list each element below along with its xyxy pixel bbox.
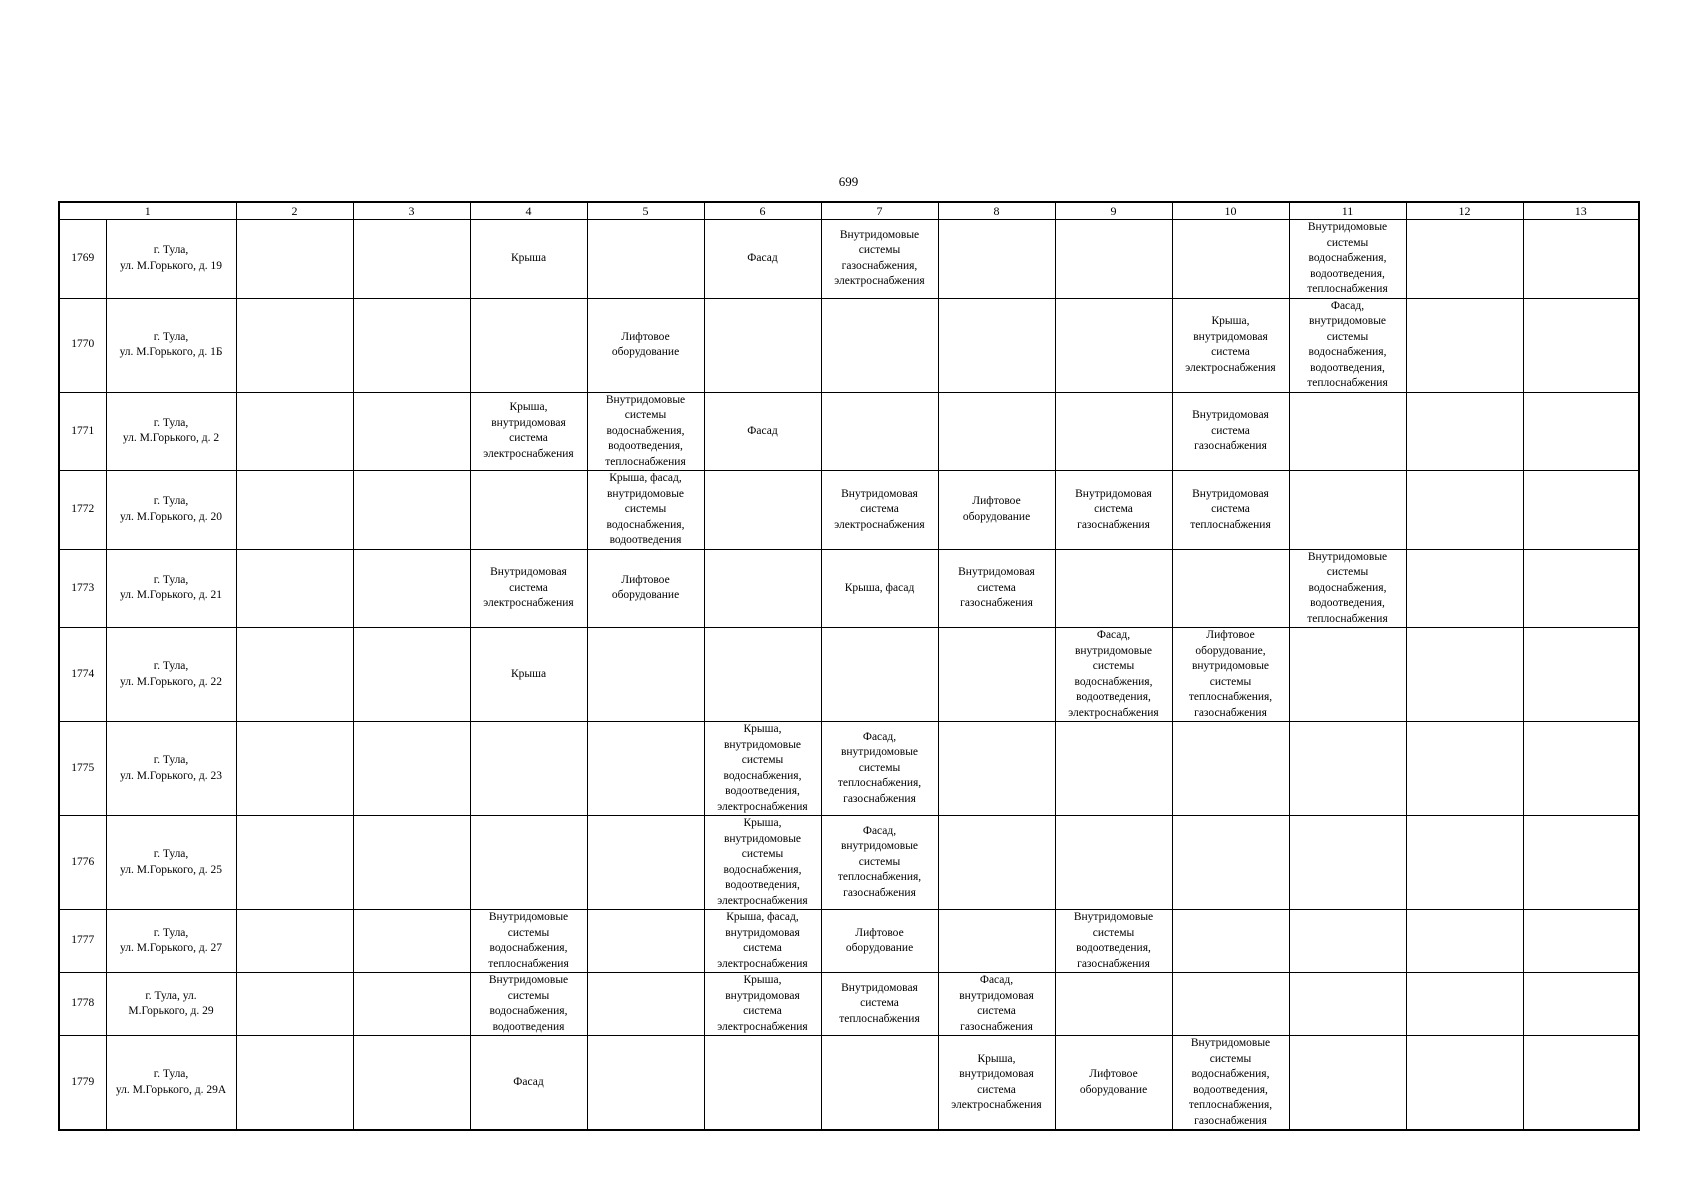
address-cell <box>106 973 236 1036</box>
work-cell-c13 <box>1523 471 1639 550</box>
work-cell-c7 <box>821 220 938 299</box>
work-text: Внутридомовая система теплоснабжения <box>1190 487 1271 531</box>
work-cell-c2 <box>236 973 353 1036</box>
work-cell-c4 <box>470 471 587 550</box>
work-text: Лифтовое оборудование <box>845 926 914 954</box>
work-cell-c11 <box>1289 298 1406 392</box>
work-cell-c8 <box>938 220 1055 299</box>
work-cell-c4 <box>470 549 587 628</box>
row-number: 1776 <box>71 855 95 868</box>
row-number-cell <box>59 628 106 722</box>
work-cell-c6 <box>704 471 821 550</box>
row-number-cell <box>59 220 106 299</box>
work-cell-c3 <box>353 816 470 910</box>
work-cell-c11 <box>1289 1036 1406 1131</box>
work-cell-c4 <box>470 298 587 392</box>
work-cell-c13 <box>1523 298 1639 392</box>
work-text: Крыша, внутридомовая система электроснабжения <box>951 1052 1042 1111</box>
address-text: г. Тула, ул. М.Горького, д. 29 <box>128 989 214 1017</box>
row-number-cell <box>59 392 106 471</box>
work-cell-c8 <box>938 816 1055 910</box>
row-number: 1775 <box>71 761 95 774</box>
row-number-cell <box>59 722 106 816</box>
work-text: Внутридомовая система электроснабжения <box>834 487 925 531</box>
work-cell-c7 <box>821 816 938 910</box>
work-cell-c8 <box>938 973 1055 1036</box>
work-cell-c9 <box>1055 973 1172 1036</box>
work-cell-c8 <box>938 549 1055 628</box>
work-text: Фасад <box>747 424 778 437</box>
work-cell-c9 <box>1055 628 1172 722</box>
work-text: Фасад, внутридомовая система газоснабжения <box>959 974 1034 1033</box>
work-cell-c2 <box>236 298 353 392</box>
work-cell-c7 <box>821 910 938 973</box>
work-text: Внутридомовые системы водоснабжения, водоотведения, теплоснабжения <box>1307 221 1388 295</box>
row-number: 1778 <box>71 997 95 1010</box>
work-cell-c6 <box>704 973 821 1036</box>
work-text: Крыша, внутридомовая система электроснабжения <box>483 401 574 460</box>
row-number-cell <box>59 549 106 628</box>
work-cell-c4 <box>470 722 587 816</box>
row-number-cell <box>59 973 106 1036</box>
work-text: Внутридомовые системы водоотведения, газоснабжения <box>1073 911 1154 970</box>
row-number: 1779 <box>71 1075 95 1088</box>
work-text: Внутридомовая система газоснабжения <box>1075 487 1152 531</box>
work-text: Фасад <box>747 252 778 264</box>
work-cell-c5 <box>587 816 704 910</box>
header-row <box>59 202 1639 220</box>
address-text: г. Тула, ул. М.Горького, д. 1Б <box>119 330 223 358</box>
work-text: Лифтовое оборудование <box>962 495 1031 523</box>
address-cell <box>106 628 236 722</box>
work-text: Крыша, фасад <box>844 581 915 594</box>
table-row <box>59 722 1639 816</box>
work-cell-c7 <box>821 628 938 722</box>
work-cell-c6 <box>704 392 821 471</box>
work-cell-c5 <box>587 1036 704 1131</box>
work-text: Крыша, внутридомовые системы водоснабжения, водоотведения, электроснабжения <box>717 723 808 813</box>
work-cell-c6 <box>704 628 821 722</box>
work-text: Лифтовое оборудование <box>611 330 680 358</box>
work-text: Внутридомовая система электроснабжения <box>483 566 574 609</box>
address-text: г. Тула, ул. М.Горького, д. 19 <box>119 244 222 272</box>
address-cell <box>106 549 236 628</box>
page-number: 699 <box>838 174 859 189</box>
header-col-5: 5 <box>587 202 704 220</box>
work-cell-c2 <box>236 471 353 550</box>
work-cell-c10 <box>1172 910 1289 973</box>
work-cell-c2 <box>236 1036 353 1131</box>
work-cell-c10 <box>1172 722 1289 816</box>
work-cell-c9 <box>1055 220 1172 299</box>
header-col-11: 11 <box>1289 202 1406 220</box>
work-text: Крыша, внутридомовые системы водоснабжения, водоотведения, электроснабжения <box>717 817 808 907</box>
work-cell-c2 <box>236 816 353 910</box>
work-cell-c9 <box>1055 392 1172 471</box>
work-cell-c13 <box>1523 220 1639 299</box>
work-text: Фасад <box>513 1075 544 1088</box>
header-col-6: 6 <box>704 202 821 220</box>
address-text: г. Тула, ул. М.Горького, д. 2 <box>122 416 220 445</box>
work-text: Крыша, фасад, внутридомовые системы водоснабжения, водоотведения <box>606 472 685 546</box>
work-cell-c8 <box>938 298 1055 392</box>
work-cell-c11 <box>1289 973 1406 1036</box>
work-cell-c11 <box>1289 471 1406 550</box>
address-cell <box>106 220 236 299</box>
work-cell-c6 <box>704 722 821 816</box>
work-cell-c7 <box>821 471 938 550</box>
work-text: Крыша <box>510 667 547 680</box>
work-cell-c2 <box>236 910 353 973</box>
work-cell-c4 <box>470 392 587 471</box>
row-number: 1771 <box>71 424 95 437</box>
work-cell-c13 <box>1523 973 1639 1036</box>
work-cell-c5 <box>587 220 704 299</box>
work-cell-c12 <box>1406 722 1523 816</box>
work-cell-c12 <box>1406 392 1523 471</box>
work-cell-c4 <box>470 628 587 722</box>
address-text: г. Тула, ул. М.Горького, д. 20 <box>119 495 222 523</box>
address-text: г. Тула, ул. М.Горького, д. 25 <box>119 848 222 876</box>
work-cell-c7 <box>821 549 938 628</box>
work-cell-c11 <box>1289 816 1406 910</box>
work-text: Внутридомовые системы водоснабжения, водоотведения, теплоснабжения <box>1307 550 1388 625</box>
work-cell-c3 <box>353 910 470 973</box>
work-cell-c2 <box>236 722 353 816</box>
work-cell-c8 <box>938 722 1055 816</box>
work-cell-c5 <box>587 298 704 392</box>
header-col-3: 3 <box>353 202 470 220</box>
work-cell-c10 <box>1172 816 1289 910</box>
work-cell-c4 <box>470 816 587 910</box>
work-text: Внутридомовые системы водоснабжения, водоотведения, теплоснабжения, газоснабжения <box>1188 1037 1273 1127</box>
work-cell-c10 <box>1172 1036 1289 1131</box>
work-cell-c3 <box>353 1036 470 1131</box>
work-cell-c12 <box>1406 910 1523 973</box>
work-cell-c3 <box>353 471 470 550</box>
work-cell-c3 <box>353 722 470 816</box>
address-cell <box>106 471 236 550</box>
work-text: Внутридомовые системы водоснабжения, водоотведения, теплоснабжения <box>605 393 686 468</box>
work-cell-c10 <box>1172 973 1289 1036</box>
header-col-4: 4 <box>470 202 587 220</box>
work-cell-c8 <box>938 471 1055 550</box>
work-cell-c3 <box>353 628 470 722</box>
work-text: Внутридомовые системы водоснабжения, водоотведения <box>488 974 569 1033</box>
work-cell-c10 <box>1172 549 1289 628</box>
work-cell-c13 <box>1523 549 1639 628</box>
work-cell-c8 <box>938 628 1055 722</box>
row-number-cell <box>59 910 106 973</box>
table-row <box>59 471 1639 550</box>
table-row <box>59 628 1639 722</box>
header-col-9: 9 <box>1055 202 1172 220</box>
work-cell-c5 <box>587 549 704 628</box>
work-cell-c9 <box>1055 549 1172 628</box>
header-col-1: 1 <box>59 202 236 220</box>
work-text: Крыша, фасад, внутридомовая система электроснабжения <box>717 911 808 970</box>
work-cell-c12 <box>1406 1036 1523 1131</box>
work-cell-c13 <box>1523 1036 1639 1131</box>
work-cell-c5 <box>587 910 704 973</box>
work-text: Фасад, внутридомовые системы водоснабжения, водоотведения, теплоснабжения <box>1307 299 1388 389</box>
work-cell-c9 <box>1055 910 1172 973</box>
address-text: г. Тула, ул. М.Горького, д. 29А <box>115 1068 227 1096</box>
work-cell-c7 <box>821 298 938 392</box>
work-cell-c3 <box>353 298 470 392</box>
work-text: Фасад, внутридомовые системы теплоснабжения, газоснабжения <box>837 730 922 805</box>
work-cell-c9 <box>1055 816 1172 910</box>
work-cell-c3 <box>353 220 470 299</box>
table-row <box>59 392 1639 471</box>
work-text: Лифтовое оборудование, внутридомовые системы теплоснабжения, газоснабжения <box>1188 629 1273 719</box>
row-number: 1770 <box>71 338 95 351</box>
work-cell-c5 <box>587 722 704 816</box>
table-row <box>59 549 1639 628</box>
address-cell <box>106 392 236 471</box>
work-cell-c10 <box>1172 220 1289 299</box>
work-cell-c5 <box>587 628 704 722</box>
work-text: Внутридомовые системы газоснабжения, электроснабжения <box>834 228 925 288</box>
address-text: г. Тула, ул. М.Горького, д. 21 <box>119 573 222 602</box>
row-number: 1773 <box>71 581 95 594</box>
work-cell-c6 <box>704 910 821 973</box>
table-row <box>59 816 1639 910</box>
work-cell-c11 <box>1289 722 1406 816</box>
header-col-12: 12 <box>1406 202 1523 220</box>
table-row <box>59 220 1639 299</box>
address-cell <box>106 1036 236 1131</box>
row-number: 1769 <box>71 252 95 264</box>
work-cell-c8 <box>938 392 1055 471</box>
table-row <box>59 298 1639 392</box>
address-cell <box>106 910 236 973</box>
work-text: Лифтовое оборудование <box>1079 1068 1148 1096</box>
work-text: Внутридомовая система газоснабжения <box>958 566 1035 609</box>
header-col-13: 13 <box>1523 202 1639 220</box>
work-text: Лифтовое оборудование <box>611 573 680 602</box>
work-cell-c6 <box>704 298 821 392</box>
work-cell-c2 <box>236 392 353 471</box>
work-cell-c12 <box>1406 816 1523 910</box>
work-text: Фасад, внутридомовые системы теплоснабжения, газоснабжения <box>837 824 922 899</box>
work-cell-c9 <box>1055 722 1172 816</box>
address-cell <box>106 722 236 816</box>
address-text: г. Тула, ул. М.Горького, д. 27 <box>119 926 222 954</box>
row-number-cell <box>59 471 106 550</box>
work-text: Внутридомовая система теплоснабжения <box>839 981 920 1025</box>
work-text: Внутридомовая система газоснабжения <box>1192 409 1269 452</box>
work-cell-c6 <box>704 1036 821 1131</box>
work-text: Крыша <box>510 252 547 264</box>
work-cell-c2 <box>236 220 353 299</box>
work-cell-c5 <box>587 471 704 550</box>
work-cell-c12 <box>1406 471 1523 550</box>
work-text: Крыша, внутридомовая система электроснабжения <box>717 974 808 1033</box>
work-cell-c9 <box>1055 471 1172 550</box>
work-text: Фасад, внутридомовые системы водоснабжения, водоотведения, электроснабжения <box>1068 629 1159 719</box>
work-cell-c13 <box>1523 910 1639 973</box>
work-cell-c5 <box>587 392 704 471</box>
work-cell-c11 <box>1289 628 1406 722</box>
work-cell-c11 <box>1289 549 1406 628</box>
work-cell-c13 <box>1523 628 1639 722</box>
work-cell-c12 <box>1406 628 1523 722</box>
work-cell-c9 <box>1055 1036 1172 1131</box>
work-cell-c8 <box>938 910 1055 973</box>
row-number: 1772 <box>71 503 95 515</box>
work-cell-c13 <box>1523 392 1639 471</box>
work-cell-c5 <box>587 973 704 1036</box>
address-cell <box>106 816 236 910</box>
work-cell-c7 <box>821 973 938 1036</box>
work-cell-c6 <box>704 220 821 299</box>
work-cell-c10 <box>1172 392 1289 471</box>
work-cell-c8 <box>938 1036 1055 1131</box>
repair-schedule-table <box>58 201 1640 1131</box>
work-cell-c6 <box>704 549 821 628</box>
work-cell-c11 <box>1289 392 1406 471</box>
work-cell-c4 <box>470 220 587 299</box>
work-cell-c3 <box>353 973 470 1036</box>
work-cell-c10 <box>1172 298 1289 392</box>
work-text: Крыша, внутридомовая система электроснабжения <box>1185 315 1276 374</box>
work-cell-c4 <box>470 973 587 1036</box>
work-cell-c12 <box>1406 298 1523 392</box>
work-cell-c12 <box>1406 549 1523 628</box>
address-text: г. Тула, ул. М.Горького, д. 22 <box>119 660 222 688</box>
row-number-cell <box>59 816 106 910</box>
table-row <box>59 973 1639 1036</box>
work-cell-c7 <box>821 392 938 471</box>
work-cell-c11 <box>1289 910 1406 973</box>
work-cell-c6 <box>704 816 821 910</box>
table-row <box>59 1036 1639 1131</box>
work-cell-c3 <box>353 392 470 471</box>
work-cell-c13 <box>1523 722 1639 816</box>
table-body <box>59 220 1639 1131</box>
work-cell-c13 <box>1523 816 1639 910</box>
work-cell-c10 <box>1172 628 1289 722</box>
work-cell-c3 <box>353 549 470 628</box>
header-col-8: 8 <box>938 202 1055 220</box>
row-number-cell <box>59 298 106 392</box>
work-text: Внутридомовые системы водоснабжения, теплоснабжения <box>488 911 569 970</box>
work-cell-c4 <box>470 910 587 973</box>
header-col-10: 10 <box>1172 202 1289 220</box>
work-cell-c7 <box>821 722 938 816</box>
work-cell-c2 <box>236 628 353 722</box>
header-col-2: 2 <box>236 202 353 220</box>
work-cell-c4 <box>470 1036 587 1131</box>
work-cell-c2 <box>236 549 353 628</box>
row-number: 1774 <box>71 667 95 680</box>
work-cell-c7 <box>821 1036 938 1131</box>
header-col-7: 7 <box>821 202 938 220</box>
work-cell-c12 <box>1406 220 1523 299</box>
work-cell-c12 <box>1406 973 1523 1036</box>
work-cell-c10 <box>1172 471 1289 550</box>
address-text: г. Тула, ул. М.Горького, д. 23 <box>119 754 222 782</box>
row-number: 1777 <box>71 934 95 947</box>
work-cell-c11 <box>1289 220 1406 299</box>
address-cell <box>106 298 236 392</box>
work-cell-c9 <box>1055 298 1172 392</box>
row-number-cell <box>59 1036 106 1131</box>
table-row <box>59 910 1639 973</box>
